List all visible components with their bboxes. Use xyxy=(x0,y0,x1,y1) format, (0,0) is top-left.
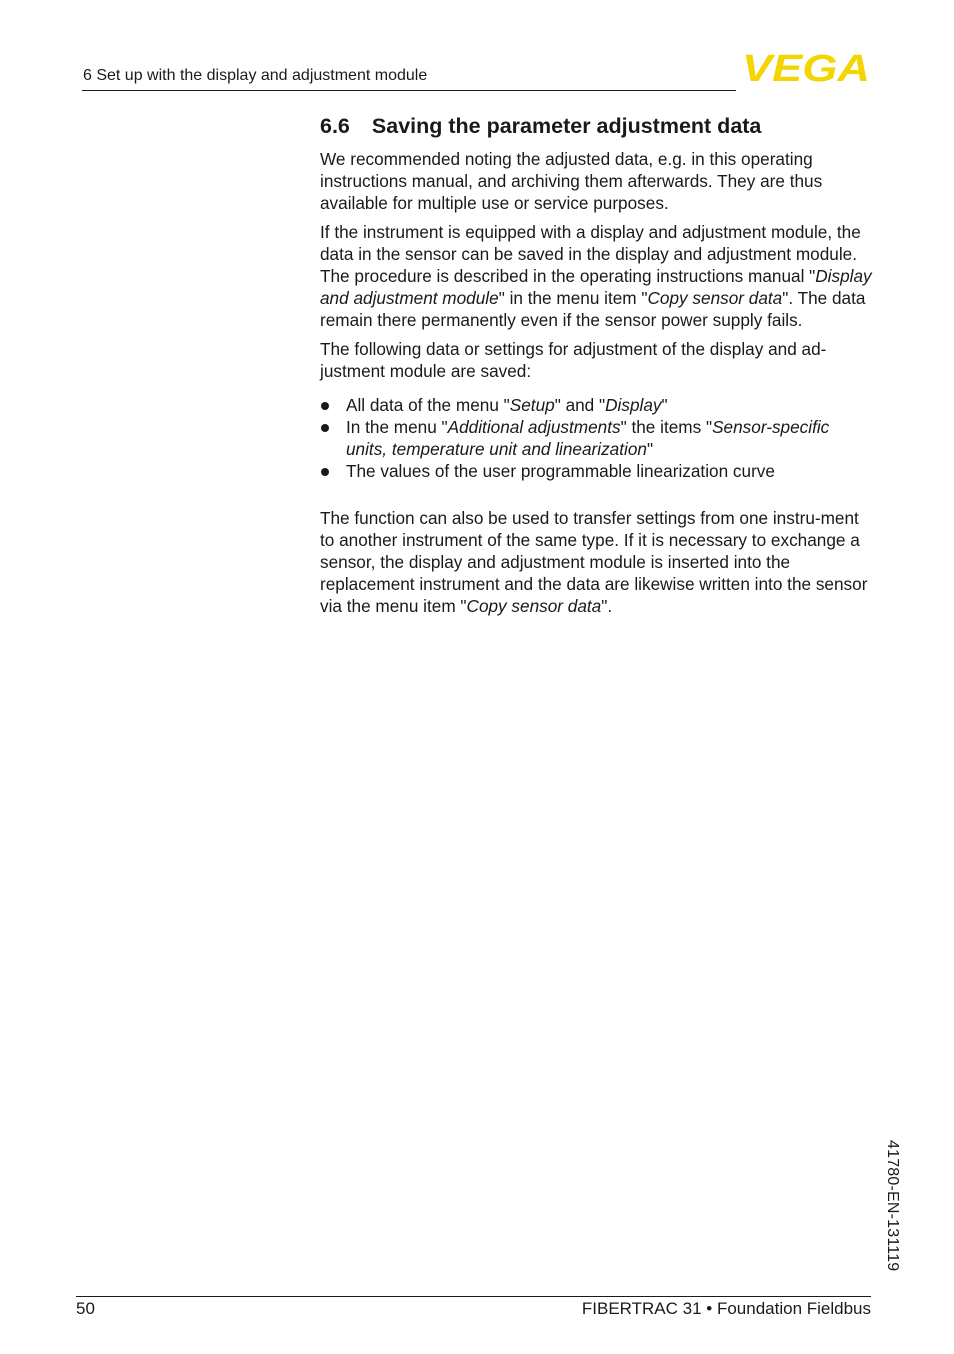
logo-wordmark: VEGA xyxy=(742,50,870,84)
text-run: ". xyxy=(601,596,613,616)
page-number: 50 xyxy=(76,1299,95,1318)
text-run: " xyxy=(661,395,668,415)
paragraph-2 xyxy=(320,221,872,331)
text-run: If the instrument is equipped with a display and adjustment module, the data in the sensor can be saved in the display and adjustment module. The procedure is described in the operating instructions manual " xyxy=(320,222,861,286)
text-run: " in the menu item " xyxy=(498,288,648,308)
list-item: The values of the user programmable linearization curve xyxy=(320,460,872,482)
section-number: 6.6 xyxy=(320,114,350,138)
main-content xyxy=(320,112,872,624)
list-item xyxy=(320,394,872,416)
text-run: " the items " xyxy=(620,417,713,437)
text-run: In the menu " xyxy=(346,417,448,437)
paragraph-4 xyxy=(320,507,872,617)
footer-title: FIBERTRAC 31 • Foundation Fieldbus xyxy=(581,1299,871,1318)
menu-reference: Copy sensor data xyxy=(647,288,783,308)
paragraph-3: The following data or settings for adjustment of the display and ad-justment module are saved: xyxy=(320,339,827,381)
header-divider xyxy=(82,90,736,91)
text-run: " xyxy=(646,439,654,459)
list-item xyxy=(320,416,872,460)
section-heading xyxy=(320,112,872,140)
menu-reference: Display and adjustment module xyxy=(320,266,872,308)
vega-logo xyxy=(742,50,872,84)
running-header: 6 Set up with the display and adjustment module xyxy=(83,67,428,84)
document-code: 41780-EN-131119 xyxy=(884,1140,901,1272)
text-run: The function can also be used to transfer settings from one instru-ment to another instrument of the same type. If it is necessary to exchange a sensor, the display and adjustment module is inserted into the replacement instrument and the data are likewise written into the sensor via the menu item " xyxy=(320,508,868,616)
saved-data-list xyxy=(320,394,872,482)
menu-reference: Setup xyxy=(509,395,555,415)
menu-reference: Display xyxy=(605,395,662,415)
menu-reference: Sensor-specific units, temperature unit and linearization xyxy=(346,417,830,459)
menu-reference: Copy sensor data xyxy=(466,596,602,616)
text-run: All data of the menu " xyxy=(346,395,510,415)
menu-reference: Additional adjustments xyxy=(447,417,621,437)
paragraph-1: We recommended noting the adjusted data, e.g. in this operating instructions manual, and archiving them afterwards. They are thus available for multiple use or service purposes. xyxy=(320,149,823,213)
text-run: " and " xyxy=(554,395,606,415)
text-run: ". The data remain there permanently even if the sensor power supply fails. xyxy=(320,288,866,330)
section-title: Saving the parameter adjustment data xyxy=(371,114,762,138)
footer-divider xyxy=(76,1296,871,1297)
